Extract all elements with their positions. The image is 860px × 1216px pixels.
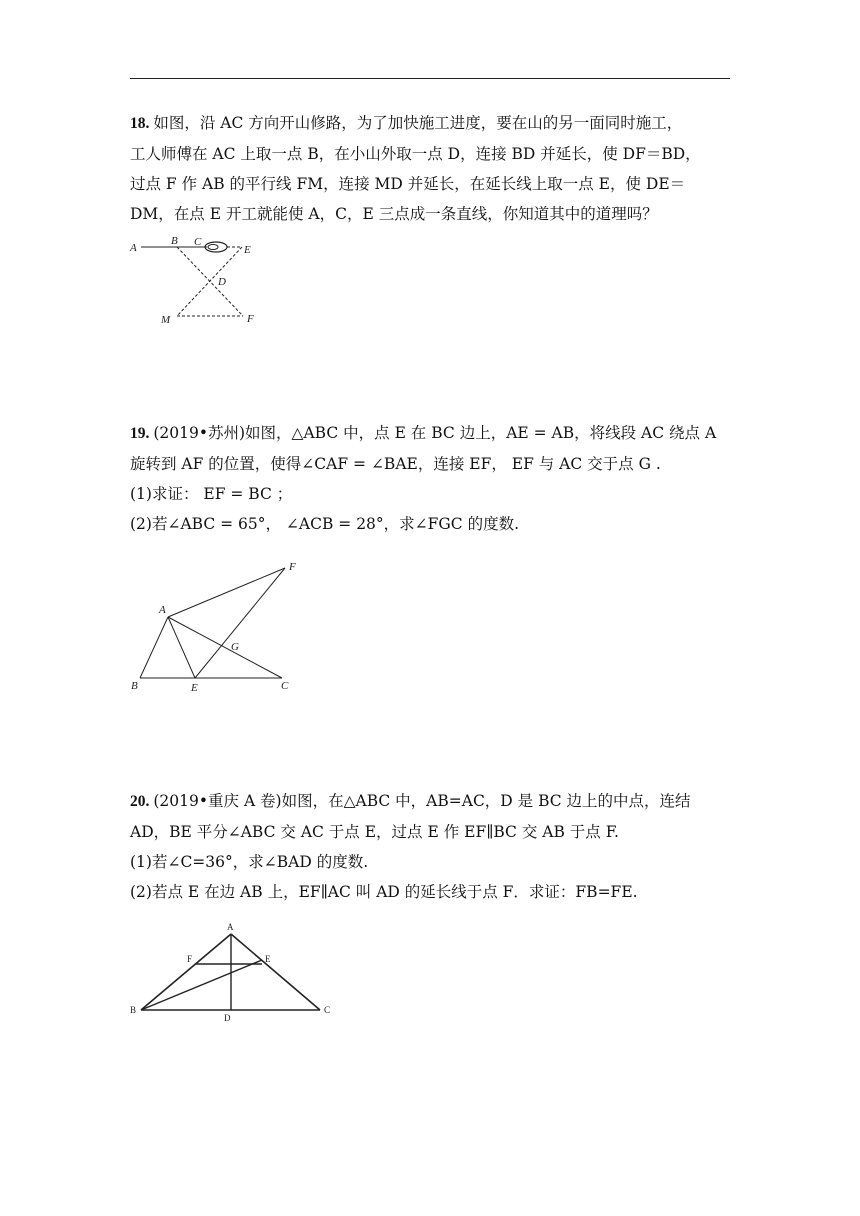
figure-19 bbox=[125, 555, 310, 700]
label-A: A bbox=[227, 922, 234, 932]
figure-18 bbox=[125, 232, 270, 332]
label-M: M bbox=[161, 314, 171, 326]
label-D: D bbox=[218, 276, 226, 288]
label-D: D bbox=[224, 1013, 231, 1023]
problem-20 bbox=[130, 786, 730, 907]
problem-text: (2019•苏州)如图，△ABC 中，点 E 在 BC 边上，AE = AB，将线段 AC 绕点 A bbox=[153, 424, 717, 442]
problem-text: 工人师傅在 AC 上取一点 B，在小山外取一点 D，连接 BD 并延长，使 DF＝BD， bbox=[130, 145, 701, 163]
hill-mark-inner bbox=[208, 245, 218, 250]
label-E: E bbox=[244, 244, 251, 256]
problem-number: 18. bbox=[130, 115, 150, 132]
segment-AC bbox=[168, 617, 282, 678]
problem-line bbox=[130, 108, 730, 139]
problem-text: (2019•重庆 A 卷)如图，在△ABC 中，AB=AC，D 是 BC 边上的中点，连结 bbox=[153, 792, 691, 810]
problem-number: 20. bbox=[130, 793, 150, 810]
problem-text: (1)求证： EF = BC ； bbox=[130, 485, 293, 503]
problem-line bbox=[130, 786, 730, 817]
label-B: B bbox=[131, 680, 138, 692]
label-C: C bbox=[281, 680, 289, 692]
segment-EF bbox=[195, 568, 285, 678]
problem-text: 过点 F 作 AB 的平行线 FM，连接 MD 并延长，在延长线上取一点 E，使 DE＝ bbox=[130, 175, 686, 193]
segment-AB bbox=[141, 934, 231, 1010]
segment-AC bbox=[231, 934, 320, 1010]
label-G: G bbox=[231, 641, 239, 653]
segment-AB bbox=[140, 617, 168, 678]
figure-20 bbox=[125, 920, 345, 1025]
problem-text: 旋转到 AF 的位置，使得∠CAF = ∠BAE，连接 EF， EF 与 AC 交于点 G . bbox=[130, 455, 661, 473]
segment-BE bbox=[141, 960, 262, 1010]
label-A: A bbox=[159, 604, 166, 616]
problem-text: 如图，沿 AC 方向开山修路，为了加快施工进度，要在山的另一面同时施工， bbox=[153, 114, 683, 132]
label-B: B bbox=[130, 1005, 137, 1015]
label-A: A bbox=[130, 242, 137, 254]
problem-19 bbox=[130, 418, 730, 539]
problem-text: AD，BE 平分∠ABC 交 AC 于点 E，过点 E 作 EF∥BC 交 AB 于点 F. bbox=[130, 823, 619, 841]
problem-number: 19. bbox=[130, 425, 150, 442]
problem-text: (2)若点 E 在边 AB 上，EF∥AC 叫 AD 的延长线于点 F．求证：FB=FE. bbox=[130, 883, 638, 901]
problem-text: (2)若∠ABC = 65°， ∠ACB = 28°，求∠FGC 的度数. bbox=[130, 515, 519, 533]
label-F: F bbox=[289, 561, 296, 573]
top-rule bbox=[130, 78, 730, 79]
label-C: C bbox=[194, 236, 202, 248]
label-B: B bbox=[171, 235, 178, 247]
line-EM bbox=[177, 247, 242, 316]
problem-text: DM，在点 E 开工就能使 A，C，E 三点成一条直线，你知道其中的道理吗？ bbox=[130, 205, 658, 223]
problem-18 bbox=[130, 108, 730, 229]
label-E: E bbox=[191, 682, 198, 694]
label-E: E bbox=[265, 954, 271, 964]
problem-line bbox=[130, 418, 730, 449]
label-F: F bbox=[247, 313, 254, 325]
label-F: F bbox=[187, 954, 193, 964]
segment-AE bbox=[168, 617, 195, 678]
label-C: C bbox=[324, 1005, 331, 1015]
problem-text: (1)若∠C=36°，求∠BAD 的度数. bbox=[130, 853, 369, 871]
segment-AF bbox=[168, 568, 285, 617]
